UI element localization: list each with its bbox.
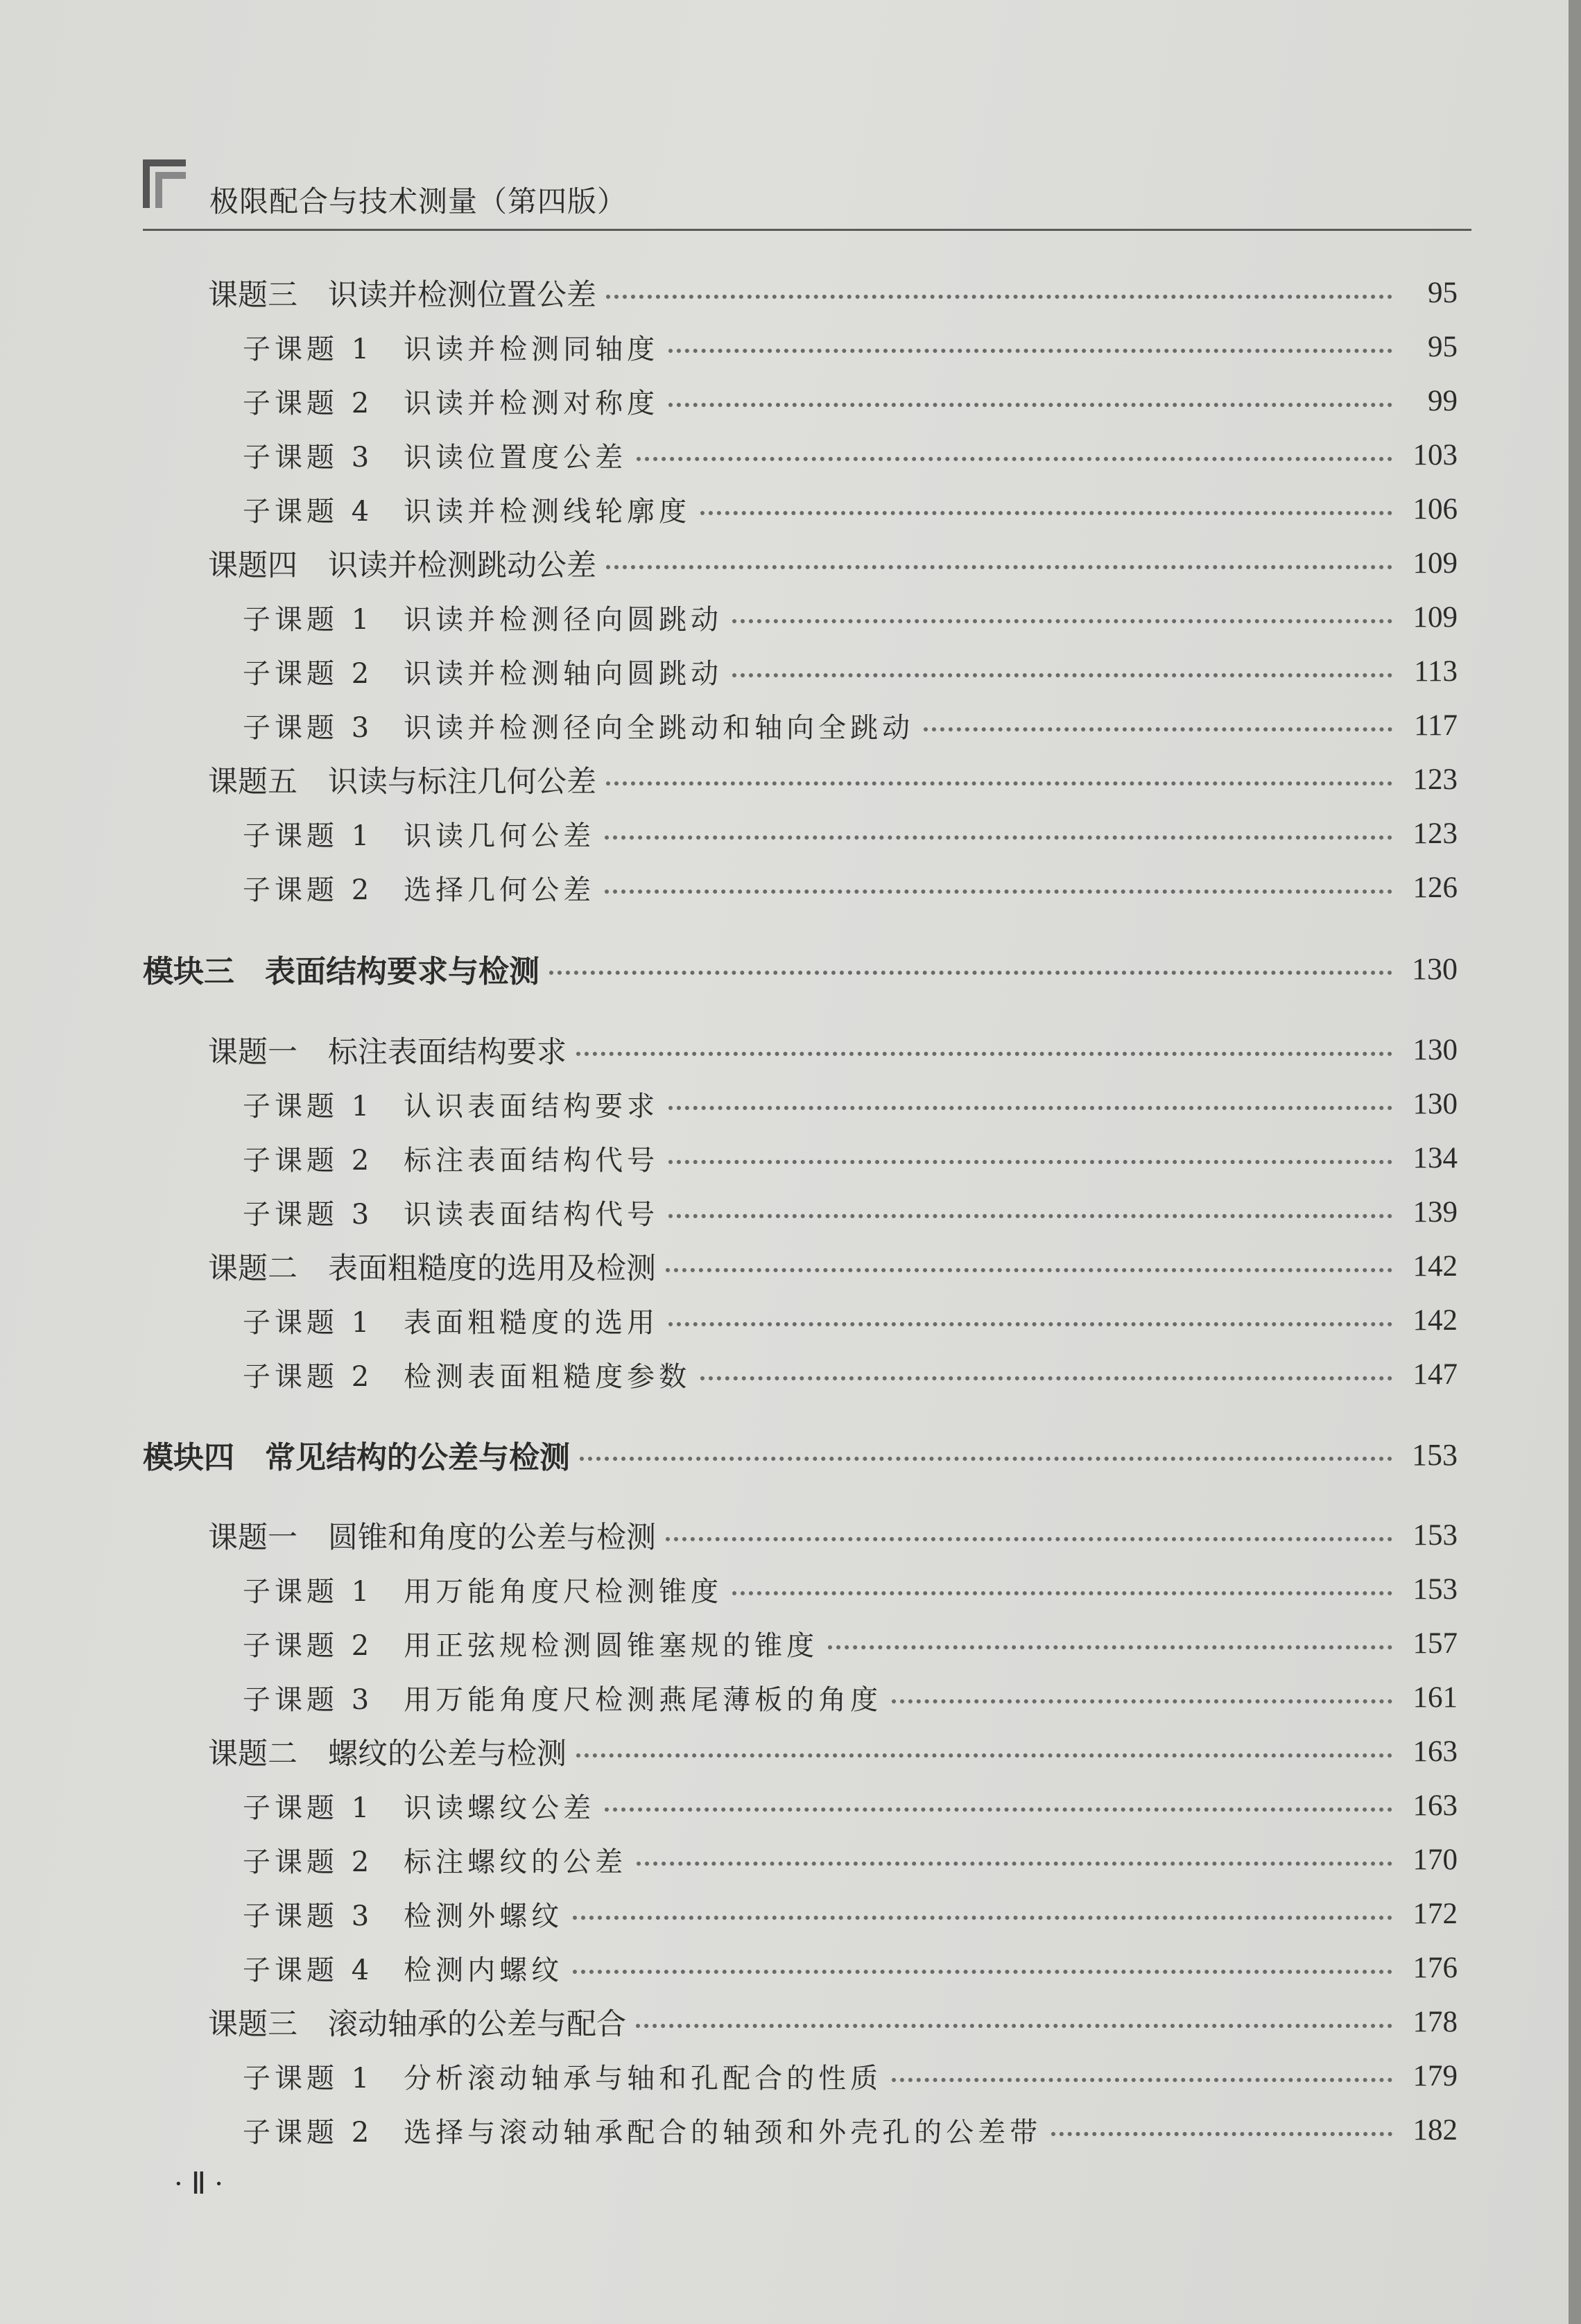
toc-module-entry: 模块四 常见结构的公差与检测 153 [143,1437,1458,1475]
page-edge [1569,0,1581,2324]
toc-entry: 子课题 3 识读表面结构代号 139 [243,1195,1458,1231]
toc-entry: 子课题 1 认识表面结构要求 130 [243,1087,1458,1122]
toc-entry: 课题一 标注表面结构要求 130 [208,1033,1458,1070]
toc-entry: 子课题 2 标注表面结构代号 134 [243,1141,1458,1177]
toc-entry: 子课题 2 识读并检测对称度 99 [243,384,1458,419]
toc-entry: 子课题 1 识读几何公差 123 [243,817,1458,852]
toc-entry: 子课题 4 检测内螺纹 176 [243,1951,1458,1986]
toc-entry: 子课题 3 识读位置度公差 103 [243,438,1458,474]
toc-entry: 子课题 1 分析滚动轴承与轴和孔配合的性质 179 [243,2059,1458,2095]
toc-entry: 课题三 识读并检测位置公差 95 [208,276,1458,313]
toc-entry: 课题三 滚动轴承的公差与配合 178 [208,2005,1458,2042]
toc-entry: 子课题 1 识读并检测径向圆跳动 109 [243,600,1458,636]
header-rule [143,229,1471,231]
toc-entry: 子课题 3 用万能角度尺检测燕尾薄板的角度 161 [243,1681,1458,1716]
toc-entry: 子课题 2 选择与滚动轴承配合的轴颈和外壳孔的公差带 182 [243,2113,1458,2149]
toc-entry: 子课题 1 识读并检测同轴度 95 [243,330,1458,365]
toc-entry: 课题二 螺纹的公差与检测 163 [208,1735,1458,1771]
header-corner-icon [143,159,186,208]
running-header-title: 极限配合与技术测量（第四版） [209,184,628,218]
toc-entry: 子课题 1 识读螺纹公差 163 [243,1789,1458,1824]
toc-entry: 课题五 识读与标注几何公差 123 [208,763,1458,799]
toc-entry: 子课题 2 用正弦规检测圆锥塞规的锥度 157 [243,1627,1458,1662]
page-number: · Ⅱ · [173,2167,224,2201]
toc-entry: 子课题 1 用万能角度尺检测锥度 153 [243,1572,1458,1608]
toc-entry: 子课题 2 检测表面粗糙度参数 147 [243,1358,1458,1393]
toc-entry: 子课题 2 识读并检测轴向圆跳动 113 [243,654,1458,690]
toc-entry: 课题一 圆锥和角度的公差与检测 153 [208,1518,1458,1555]
toc-entry: 子课题 1 表面粗糙度的选用 142 [243,1303,1458,1339]
toc-entry: 子课题 2 标注螺纹的公差 170 [243,1843,1458,1878]
toc-module-entry: 模块三 表面结构要求与检测 130 [143,951,1458,989]
toc-entry: 子课题 3 检测外螺纹 172 [243,1897,1458,1932]
toc-entry: 子课题 2 选择几何公差 126 [243,871,1458,906]
toc-entry: 子课题 4 识读并检测线轮廓度 106 [243,492,1458,528]
toc-entry: 课题四 识读并检测跳动公差 109 [208,546,1458,583]
toc-entry: 子课题 3 识读并检测径向全跳动和轴向全跳动 117 [243,709,1458,744]
toc-entry: 课题二 表面粗糙度的选用及检测 142 [208,1249,1458,1286]
